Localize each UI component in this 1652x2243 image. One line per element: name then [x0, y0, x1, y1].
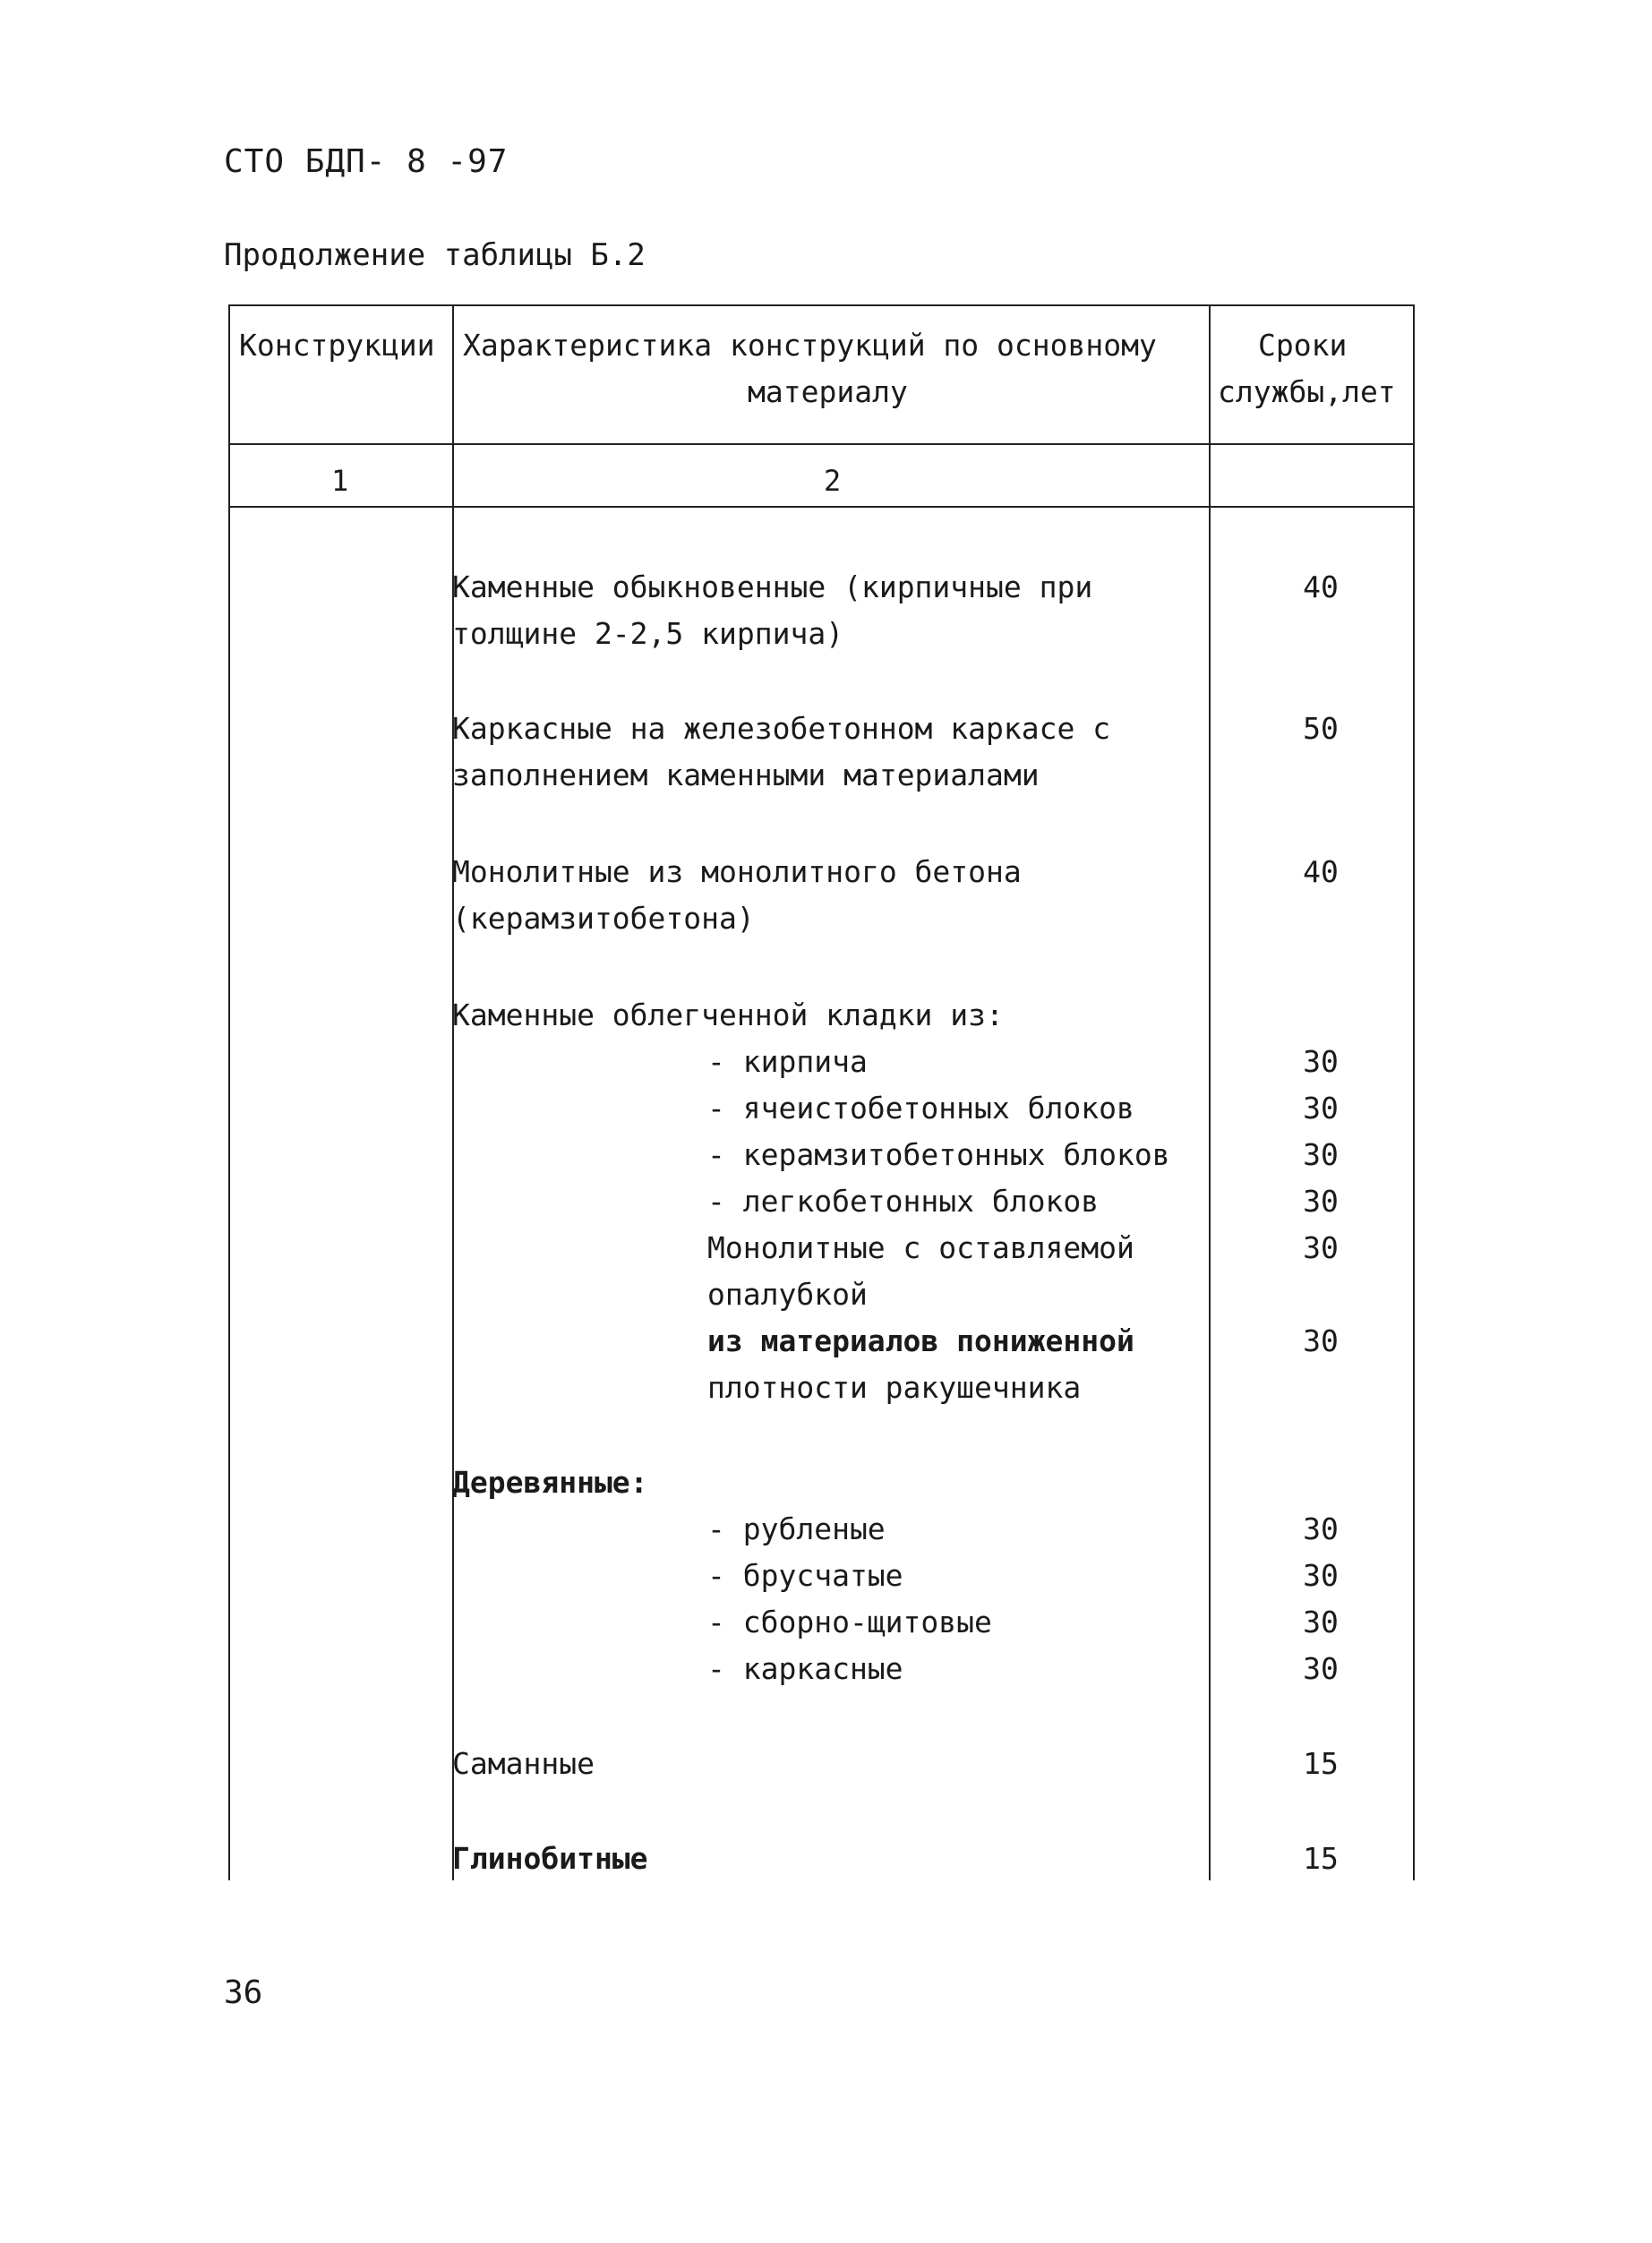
row-wooden: Деревянные:	[452, 1465, 648, 1500]
row-rammed-earth: Глинобитные	[452, 1841, 648, 1876]
header-service-life-line2: службы,лет	[1218, 374, 1396, 409]
value-timber: 30	[1303, 1558, 1339, 1593]
table-caption: Продолжение таблицы Б.2	[224, 237, 646, 273]
value-keramzit-blocks: 30	[1303, 1137, 1339, 1172]
service-life-table	[228, 304, 1415, 1880]
value-stone-ordinary: 40	[1303, 569, 1339, 604]
column-divider-1	[452, 304, 454, 1880]
row-stone-ordinary-line1: Каменные обыкновенные (кирпичные при	[452, 569, 1093, 604]
row-brick: - кирпича	[707, 1044, 868, 1079]
header-constructions: Конструкции	[239, 328, 435, 363]
row-shell-rock-line1: из материалов пониженной	[707, 1323, 1134, 1358]
column-number-2: 2	[824, 464, 842, 498]
header-divider	[228, 443, 1415, 445]
column-number-1: 1	[331, 464, 349, 498]
row-lightweight-masonry: Каменные облегченной кладки из:	[452, 997, 1004, 1032]
row-timber: - брусчатые	[707, 1558, 903, 1593]
value-frame-wood: 30	[1303, 1651, 1339, 1686]
column-divider-2	[1209, 304, 1211, 1880]
value-monolithic: 40	[1303, 854, 1339, 889]
document-code: СТО БДП- 8 -97	[224, 143, 509, 180]
value-brick: 30	[1303, 1044, 1339, 1079]
value-cellular-concrete-blocks: 30	[1303, 1091, 1339, 1126]
row-lightweight-concrete-blocks: - легкобетонных блоков	[707, 1184, 1100, 1219]
value-monolithic-formwork: 30	[1303, 1230, 1339, 1265]
value-shell-rock: 30	[1303, 1323, 1339, 1358]
row-cellular-concrete-blocks: - ячеистобетонных блоков	[707, 1091, 1134, 1126]
header-characteristics-line1: Характеристика конструкций по основному	[463, 328, 1157, 363]
table-border-left	[228, 304, 230, 1880]
row-stone-ordinary-line2: толщине 2-2,5 кирпича)	[452, 616, 844, 651]
page-number: 36	[224, 1974, 263, 2011]
header-characteristics-line2: материалу	[748, 374, 908, 409]
row-monolithic-line1: Монолитные из монолитного бетона	[452, 854, 1022, 889]
value-log: 30	[1303, 1511, 1339, 1546]
row-frame-wood: - каркасные	[707, 1651, 903, 1686]
table-border-right	[1413, 304, 1415, 1880]
value-panel: 30	[1303, 1605, 1339, 1639]
table-border-top	[228, 304, 1415, 306]
row-adobe: Саманные	[452, 1746, 595, 1781]
value-adobe: 15	[1303, 1746, 1339, 1781]
value-frame-concrete: 50	[1303, 711, 1339, 746]
colnum-divider	[228, 506, 1415, 508]
value-lightweight-concrete-blocks: 30	[1303, 1184, 1339, 1219]
row-frame-concrete-line1: Каркасные на железобетонном каркасе с	[452, 711, 1111, 746]
row-keramzit-blocks: - керамзитобетонных блоков	[707, 1137, 1170, 1172]
row-shell-rock-line2: плотности ракушечника	[707, 1370, 1082, 1405]
row-frame-concrete-line2: заполнением каменными материалами	[452, 758, 1040, 792]
header-service-life-line1: Сроки	[1258, 328, 1348, 363]
row-monolithic-formwork-line1: Монолитные с оставляемой	[707, 1230, 1134, 1265]
row-monolithic-formwork-line2: опалубкой	[707, 1277, 868, 1312]
row-log: - рубленые	[707, 1511, 886, 1546]
row-panel: - сборно-щитовые	[707, 1605, 992, 1639]
row-monolithic-line2: (керамзитобетона)	[452, 901, 755, 936]
value-rammed-earth: 15	[1303, 1841, 1339, 1876]
